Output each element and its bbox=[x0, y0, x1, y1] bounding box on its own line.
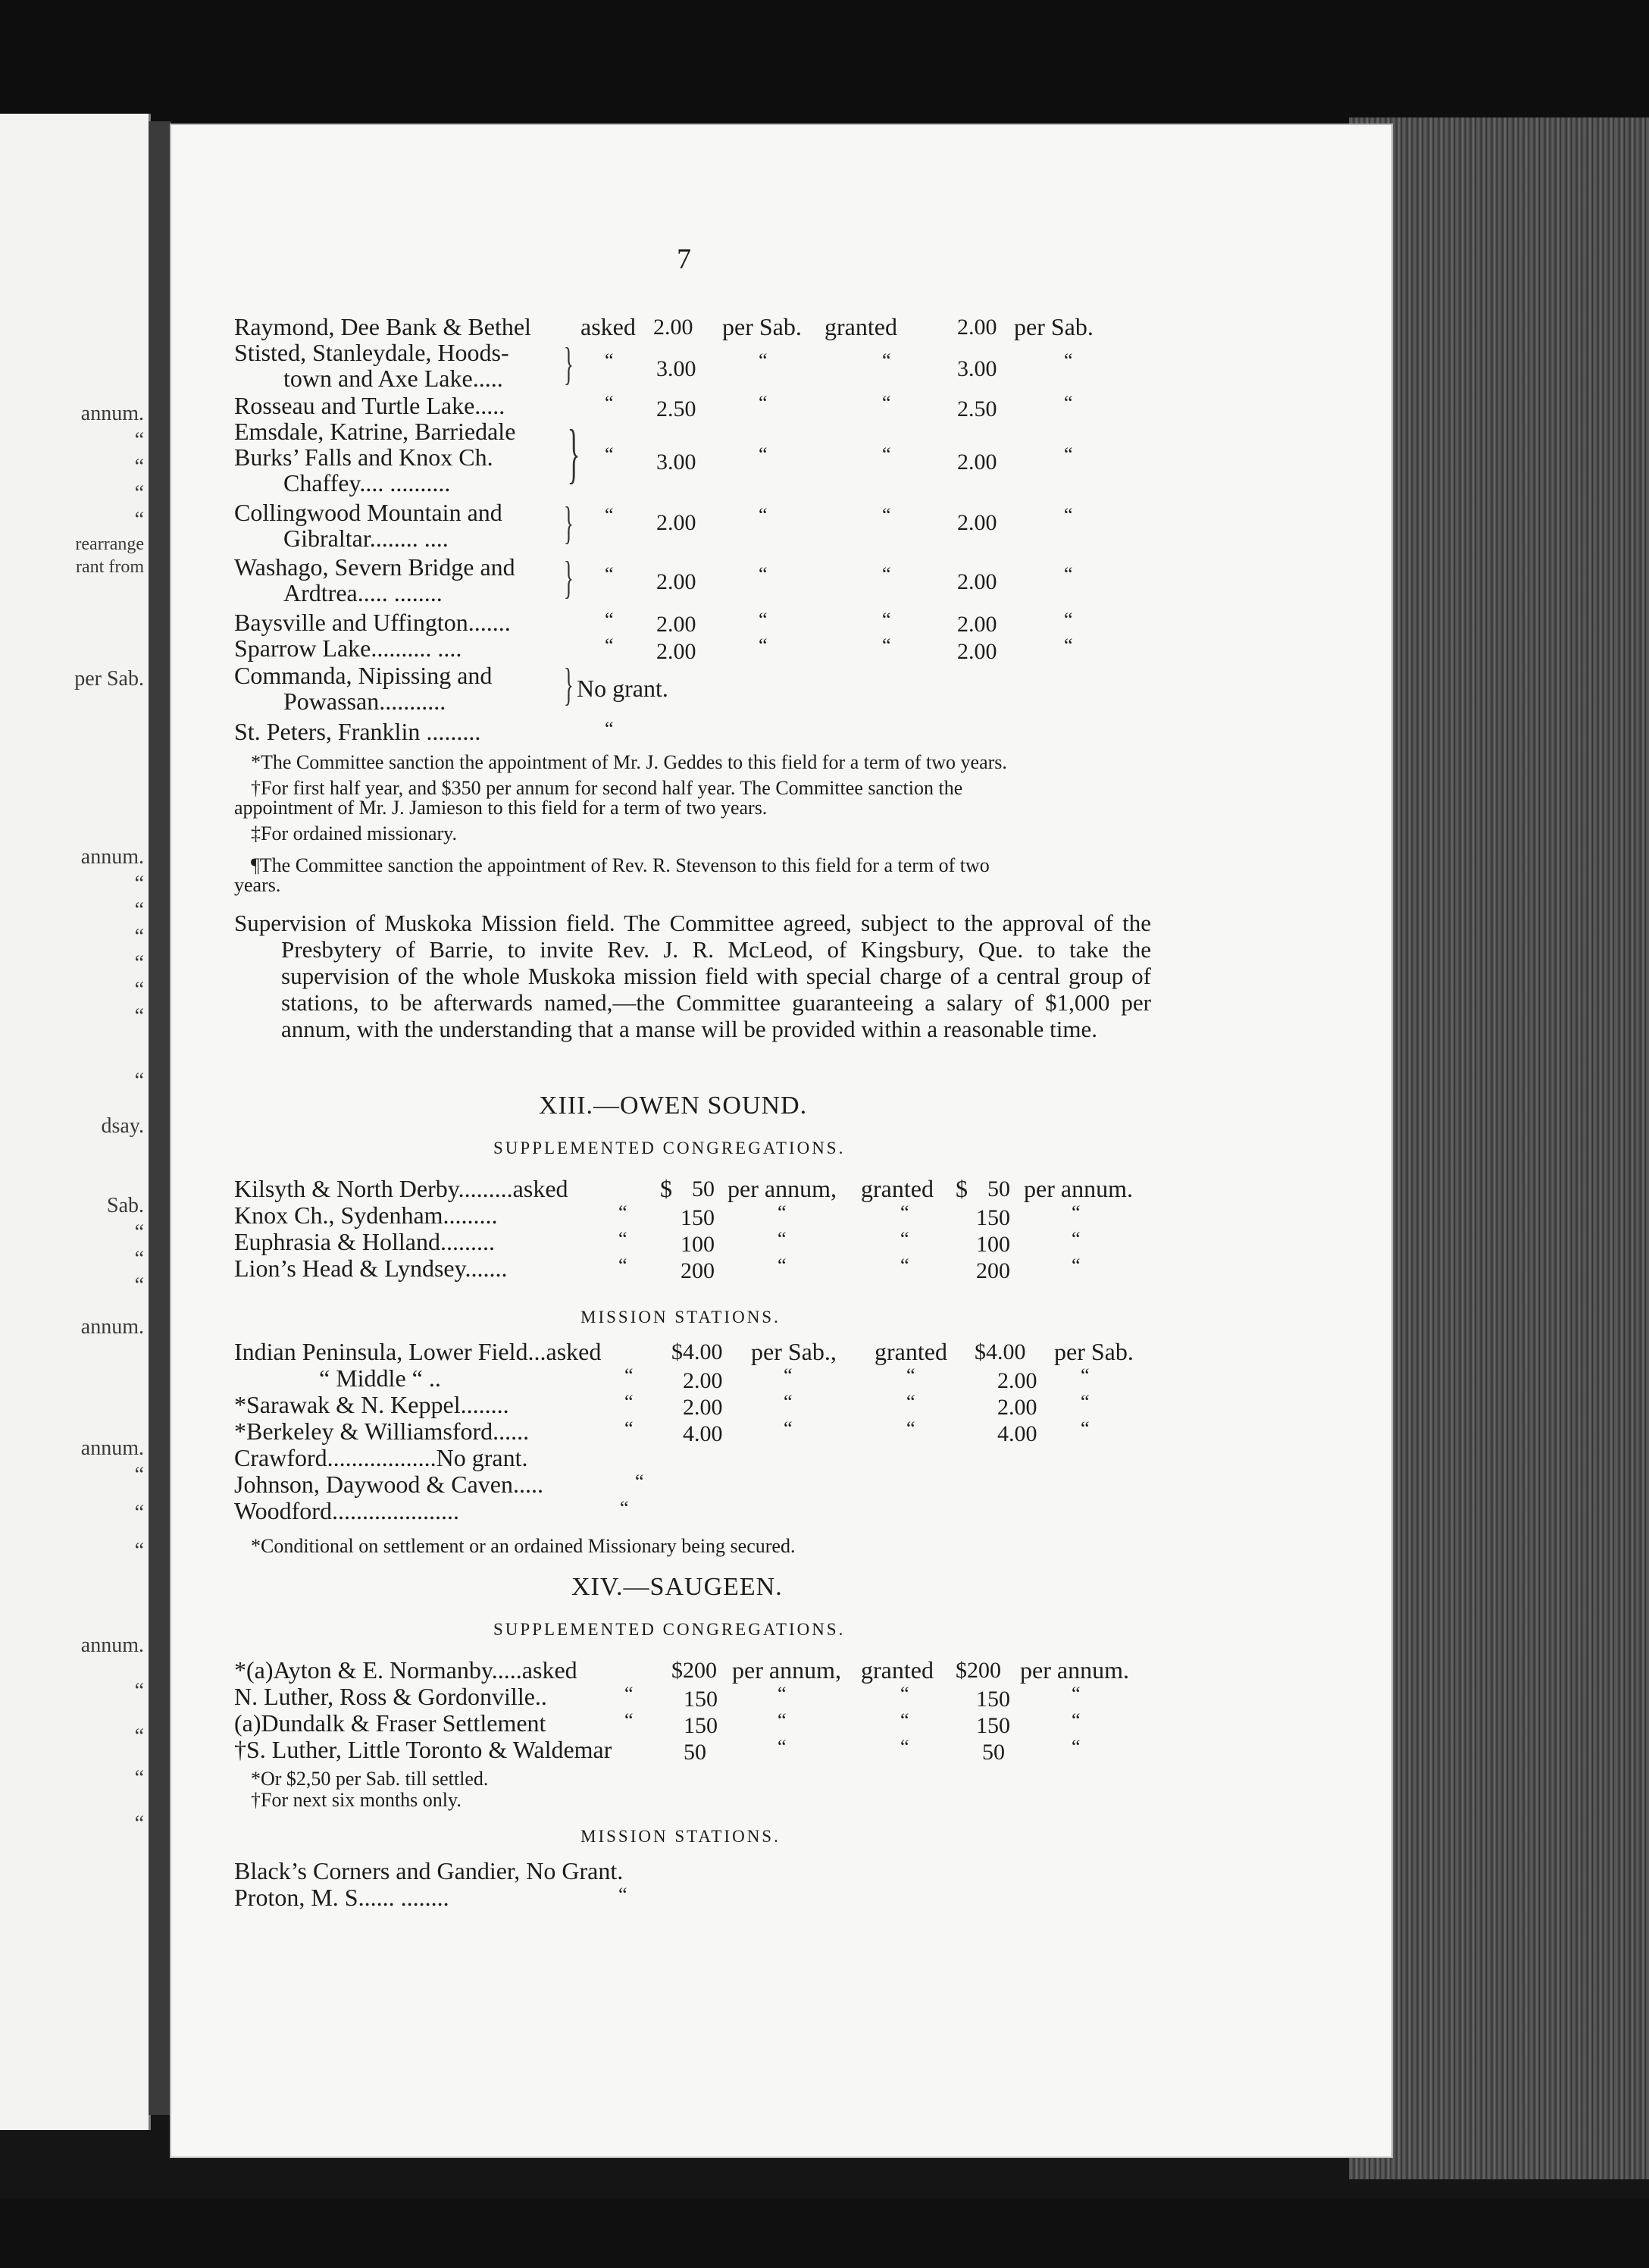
ditto-mark: “ bbox=[605, 609, 614, 631]
station-name: Washago, Severn Bridge and bbox=[234, 553, 515, 581]
unit-label: per annum. bbox=[1020, 1656, 1129, 1684]
ditto-mark: “ bbox=[618, 1255, 627, 1277]
congregation-name: Knox Ch., Sydenham......... bbox=[234, 1201, 498, 1229]
footnote: †For next six months only. bbox=[251, 1789, 462, 1811]
station-name: Crawford..................No grant. bbox=[234, 1444, 528, 1471]
station-name: Raymond, Dee Bank & Bethel bbox=[234, 313, 531, 340]
ditto-mark: “ bbox=[624, 1391, 634, 1413]
fragment-text: “ bbox=[134, 1724, 144, 1748]
station-name: Proton, M. S...... ........ bbox=[234, 1884, 449, 1911]
footnote: *Conditional on settlement or an ordained Missionary being secured. bbox=[251, 1535, 796, 1557]
section-title: XIII.—OWEN SOUND. bbox=[539, 1092, 808, 1120]
ditto-mark: “ bbox=[900, 1201, 909, 1223]
granted-value: 2.00 bbox=[957, 612, 997, 637]
station-name: Emsdale, Katrine, Barriedale bbox=[234, 418, 516, 445]
asked-value: 150 bbox=[681, 1205, 715, 1230]
fragment-text: rearrange bbox=[75, 534, 144, 554]
ditto-mark: “ bbox=[778, 1201, 787, 1223]
fragment-text: “ bbox=[134, 872, 144, 895]
station-name: Chaffey.... .......... bbox=[283, 469, 451, 497]
asked-value: $4.00 bbox=[671, 1339, 723, 1364]
ditto-mark: “ bbox=[618, 1884, 627, 1906]
granted-label: granted bbox=[861, 1175, 934, 1202]
ditto-mark: “ bbox=[1072, 1709, 1081, 1731]
ditto-mark: “ bbox=[1064, 634, 1073, 656]
station-name: Gibraltar........ .... bbox=[283, 525, 449, 552]
fragment-text: “ bbox=[134, 925, 144, 948]
granted-value: $4.00 bbox=[975, 1339, 1026, 1364]
fragment-text: “ bbox=[134, 1501, 144, 1524]
ditto-mark: “ bbox=[605, 563, 614, 585]
facing-page-fragment bbox=[0, 114, 151, 2130]
ditto-mark: “ bbox=[778, 1683, 787, 1705]
fragment-text: “ bbox=[134, 455, 144, 478]
ditto-mark: “ bbox=[882, 609, 891, 631]
unit-label: per Sab. bbox=[1014, 313, 1094, 340]
congregation-name: Euphrasia & Holland......... bbox=[234, 1228, 495, 1255]
granted-value: 2.00 bbox=[997, 1395, 1037, 1420]
no-grant-label: No grant. bbox=[577, 675, 668, 702]
asked-value: 2.00 bbox=[683, 1395, 723, 1420]
granted-value: $200 bbox=[956, 1658, 1001, 1683]
asked-value: 2.00 bbox=[656, 569, 696, 594]
asked-value: 200 bbox=[681, 1258, 715, 1283]
page bbox=[171, 125, 1391, 2157]
ditto-mark: “ bbox=[784, 1391, 793, 1413]
brace: } bbox=[563, 339, 574, 389]
ditto-mark: “ bbox=[778, 1228, 787, 1250]
book-page-edges bbox=[1349, 117, 1649, 2179]
scan-background-bottom bbox=[0, 2198, 1649, 2268]
ditto-mark: “ bbox=[605, 392, 614, 414]
station-name: Baysville and Uffington....... bbox=[234, 609, 511, 636]
ditto-mark: “ bbox=[1072, 1255, 1081, 1277]
ditto-mark: “ bbox=[1064, 443, 1073, 465]
asked-value: 2.50 bbox=[656, 396, 696, 421]
fragment-text: “ bbox=[134, 978, 144, 1001]
ditto-mark: “ bbox=[882, 392, 891, 414]
ditto-mark: “ bbox=[882, 563, 891, 585]
fragment-text: annum. bbox=[80, 402, 144, 425]
asked-value: 2.00 bbox=[656, 612, 696, 637]
unit-label: per Sab., bbox=[751, 1338, 837, 1365]
station-name: Commanda, Nipissing and bbox=[234, 662, 493, 689]
unit-label: per Sab. bbox=[722, 313, 802, 340]
fragment-text: annum. bbox=[80, 845, 144, 869]
fragment-text: “ bbox=[134, 1463, 144, 1486]
congregation-name: *(a)Ayton & E. Normanby.....asked bbox=[234, 1656, 577, 1684]
currency-sign: $ bbox=[956, 1175, 968, 1202]
footnote: appointment of Mr. J. Jamieson to this field for a term of two years. bbox=[234, 797, 768, 819]
granted-value: 150 bbox=[976, 1205, 1010, 1230]
supervision-text: Supervision of Muskoka Mission field. The Committee agreed, subject to the approval of the Presbytery of Barrie, to invite Rev. J. R. McLeod, of Kingsbury, Que. to take the supervision of the whole Muskoka mission field with special charge of a central group of stations, to be afterwards named,—the Committee guaranteeing a salary of $1,000 per annum, with the understanding that a manse will be provided within a reasonable time. bbox=[234, 910, 1151, 1042]
congregation-name: Lion’s Head & Lyndsey....... bbox=[234, 1255, 508, 1282]
supervision-paragraph bbox=[234, 910, 1151, 1042]
granted-value: 2.00 bbox=[997, 1368, 1037, 1393]
subsection-heading: SUPPLEMENTED CONGREGATIONS. bbox=[493, 1620, 846, 1639]
fragment-text: “ bbox=[134, 481, 144, 505]
ditto-mark: “ bbox=[624, 1709, 634, 1731]
subsection-heading: MISSION STATIONS. bbox=[580, 1827, 781, 1846]
asked-value: 150 bbox=[684, 1687, 718, 1712]
fragment-text: “ bbox=[134, 1812, 144, 1835]
granted-label: granted bbox=[875, 1338, 947, 1365]
ditto-mark: “ bbox=[759, 634, 768, 656]
granted-value: 2.00 bbox=[957, 450, 997, 475]
ditto-mark: “ bbox=[1064, 349, 1073, 371]
asked-value: 150 bbox=[684, 1713, 718, 1738]
ditto-mark: “ bbox=[882, 504, 891, 526]
ditto-mark: “ bbox=[759, 504, 768, 526]
unit-label: per annum. bbox=[1024, 1175, 1133, 1202]
fragment-text: “ bbox=[134, 508, 144, 531]
ditto-mark: “ bbox=[618, 1201, 627, 1223]
ditto-mark: “ bbox=[605, 504, 614, 526]
congregation-name: †S. Luther, Little Toronto & Waldemar bbox=[234, 1736, 612, 1763]
ditto-mark: “ bbox=[900, 1709, 909, 1731]
asked-value: 4.00 bbox=[683, 1421, 723, 1446]
ditto-mark: “ bbox=[635, 1471, 644, 1493]
station-name: Ardtrea..... ........ bbox=[283, 579, 443, 606]
asked-value: 3.00 bbox=[656, 356, 696, 381]
station-name: “ Middle “ .. bbox=[319, 1364, 441, 1392]
brace: } bbox=[563, 498, 574, 548]
subsection-heading: MISSION STATIONS. bbox=[580, 1308, 781, 1327]
ditto-mark: “ bbox=[759, 563, 768, 585]
fragment-text: per Sab. bbox=[74, 667, 144, 691]
ditto-mark: “ bbox=[906, 1418, 915, 1439]
brace: } bbox=[563, 553, 574, 603]
page-number: 7 bbox=[677, 243, 691, 275]
brace: } bbox=[563, 659, 574, 710]
granted-value: 100 bbox=[976, 1232, 1010, 1257]
congregation-name: (a)Dundalk & Fraser Settlement bbox=[234, 1709, 546, 1737]
footnote: †For first half year, and $350 per annum for second half year. The Committee sanction the bbox=[251, 777, 963, 799]
asked-value: 50 bbox=[692, 1176, 715, 1201]
ditto-mark: “ bbox=[1064, 392, 1073, 414]
fragment-text: “ bbox=[134, 1679, 144, 1703]
asked-value: 2.00 bbox=[656, 639, 696, 664]
ditto-mark: “ bbox=[1081, 1418, 1090, 1439]
granted-value: 2.00 bbox=[957, 510, 997, 535]
fragment-text: “ bbox=[134, 1069, 144, 1092]
ditto-mark: “ bbox=[620, 1497, 629, 1519]
fragment-text: “ bbox=[134, 1273, 144, 1297]
station-name: Stisted, Stanleydale, Hoods- bbox=[234, 339, 509, 366]
ditto-mark: “ bbox=[618, 1228, 627, 1250]
station-name: Woodford..................... bbox=[234, 1497, 459, 1524]
station-name: Collingwood Mountain and bbox=[234, 499, 502, 526]
ditto-mark: “ bbox=[784, 1418, 793, 1439]
fragment-text: annum. bbox=[80, 1315, 144, 1339]
ditto-mark: “ bbox=[900, 1255, 909, 1277]
station-name: *Sarawak & N. Keppel........ bbox=[234, 1391, 509, 1418]
ditto-mark: “ bbox=[882, 443, 891, 465]
station-name: Powassan........... bbox=[283, 688, 446, 715]
footnote: years. bbox=[234, 874, 281, 896]
granted-value: 4.00 bbox=[997, 1421, 1037, 1446]
ditto-mark: “ bbox=[900, 1228, 909, 1250]
section-title: XIV.—SAUGEEN. bbox=[571, 1573, 783, 1601]
granted-value: 50 bbox=[987, 1176, 1010, 1201]
asked-label: asked bbox=[580, 313, 636, 340]
granted-value: 2.50 bbox=[957, 396, 997, 421]
ditto-mark: “ bbox=[900, 1683, 909, 1705]
currency-sign: $ bbox=[660, 1175, 672, 1202]
footnote: *Or $2,50 per Sab. till settled. bbox=[251, 1768, 489, 1790]
book-gutter bbox=[149, 121, 171, 2115]
fragment-text: annum. bbox=[80, 1436, 144, 1460]
ditto-mark: “ bbox=[759, 349, 768, 371]
granted-value: 2.00 bbox=[957, 569, 997, 594]
fragment-text: “ bbox=[134, 951, 144, 975]
ditto-mark: “ bbox=[882, 634, 891, 656]
ditto-mark: “ bbox=[906, 1364, 915, 1386]
brace: } bbox=[567, 417, 580, 490]
asked-value: 2.00 bbox=[653, 315, 693, 340]
fragment-text: “ bbox=[134, 428, 144, 452]
subsection-heading: SUPPLEMENTED CONGREGATIONS. bbox=[493, 1139, 846, 1157]
footnote: ¶The Committee sanction the appointment of Rev. R. Stevenson to this field for a term of two bbox=[251, 854, 990, 876]
fragment-text: “ bbox=[134, 1766, 144, 1790]
fragment-text: “ bbox=[134, 1539, 144, 1562]
station-name: Indian Peninsula, Lower Field...asked bbox=[234, 1338, 602, 1365]
fragment-text: “ bbox=[134, 1247, 144, 1270]
station-name: Rosseau and Turtle Lake..... bbox=[234, 392, 505, 419]
fragment-text: “ bbox=[134, 898, 144, 922]
granted-value: 150 bbox=[976, 1713, 1010, 1738]
ditto-mark: “ bbox=[1072, 1201, 1081, 1223]
scan-background-top bbox=[0, 0, 1649, 129]
ditto-mark: “ bbox=[605, 718, 614, 740]
station-name: St. Peters, Franklin ......... bbox=[234, 718, 481, 745]
asked-value: 2.00 bbox=[656, 510, 696, 535]
ditto-mark: “ bbox=[624, 1683, 634, 1705]
ditto-mark: “ bbox=[1064, 609, 1073, 631]
asked-value: $200 bbox=[671, 1658, 717, 1683]
granted-value: 2.00 bbox=[957, 315, 997, 340]
ditto-mark: “ bbox=[1072, 1228, 1081, 1250]
ditto-mark: “ bbox=[1064, 563, 1073, 585]
fragment-text: annum. bbox=[80, 1634, 144, 1657]
ditto-mark: “ bbox=[778, 1255, 787, 1277]
ditto-mark: “ bbox=[778, 1736, 787, 1758]
granted-label: granted bbox=[824, 313, 897, 340]
congregation-name: Kilsyth & North Derby.........asked bbox=[234, 1175, 568, 1202]
ditto-mark: “ bbox=[1081, 1364, 1090, 1386]
ditto-mark: “ bbox=[784, 1364, 793, 1386]
ditto-mark: “ bbox=[624, 1418, 634, 1439]
footnote: *The Committee sanction the appointment of Mr. J. Geddes to this field for a term of two years. bbox=[251, 751, 1007, 773]
ditto-mark: “ bbox=[1072, 1736, 1081, 1758]
footnote: ‡For ordained missionary. bbox=[251, 822, 457, 844]
asked-value: 50 bbox=[684, 1740, 706, 1765]
granted-value: 3.00 bbox=[957, 356, 997, 381]
asked-value: 2.00 bbox=[683, 1368, 723, 1393]
fragment-text: “ bbox=[134, 1004, 144, 1028]
ditto-mark: “ bbox=[605, 443, 614, 465]
station-name: *Berkeley & Williamsford...... bbox=[234, 1418, 530, 1445]
fragment-text: “ bbox=[134, 1220, 144, 1244]
ditto-mark: “ bbox=[605, 349, 614, 371]
ditto-mark: “ bbox=[882, 349, 891, 371]
congregation-name: N. Luther, Ross & Gordonville.. bbox=[234, 1683, 547, 1710]
ditto-mark: “ bbox=[778, 1709, 787, 1731]
ditto-mark: “ bbox=[624, 1364, 634, 1386]
station-name: town and Axe Lake..... bbox=[283, 365, 503, 392]
ditto-mark: “ bbox=[759, 392, 768, 414]
unit-label: per annum, bbox=[732, 1656, 841, 1684]
ditto-mark: “ bbox=[1064, 504, 1073, 526]
fragment-text: rant from bbox=[76, 557, 144, 577]
station-name: Burks’ Falls and Knox Ch. bbox=[234, 443, 493, 471]
asked-value: 100 bbox=[681, 1232, 715, 1257]
fragment-text: Sab. bbox=[107, 1194, 144, 1217]
fragment-text: dsay. bbox=[101, 1114, 144, 1138]
ditto-mark: “ bbox=[1072, 1683, 1081, 1705]
granted-value: 2.00 bbox=[957, 639, 997, 664]
station-name: Johnson, Daywood & Caven..... bbox=[234, 1471, 543, 1498]
granted-value: 200 bbox=[976, 1258, 1010, 1283]
station-name: Sparrow Lake.......... .... bbox=[234, 634, 462, 662]
ditto-mark: “ bbox=[759, 609, 768, 631]
ditto-mark: “ bbox=[759, 443, 768, 465]
ditto-mark: “ bbox=[1081, 1391, 1090, 1413]
granted-label: granted bbox=[861, 1656, 934, 1684]
ditto-mark: “ bbox=[605, 634, 614, 656]
ditto-mark: “ bbox=[906, 1391, 915, 1413]
unit-label: per annum, bbox=[728, 1175, 837, 1202]
granted-value: 50 bbox=[982, 1740, 1005, 1765]
asked-value: 3.00 bbox=[656, 450, 696, 475]
station-name: Black’s Corners and Gandier, No Grant. bbox=[234, 1857, 624, 1884]
unit-label: per Sab. bbox=[1054, 1338, 1134, 1365]
ditto-mark: “ bbox=[900, 1736, 909, 1758]
granted-value: 150 bbox=[976, 1687, 1010, 1712]
